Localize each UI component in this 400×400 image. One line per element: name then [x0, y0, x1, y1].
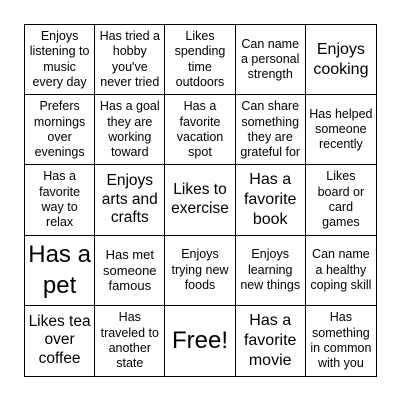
bingo-cell-text: Enjoys arts and crafts [101, 171, 158, 227]
bingo-cell[interactable] [165, 25, 235, 95]
bingo-cell-text: Has a goal they are working toward [99, 99, 160, 160]
bingo-cell[interactable] [306, 306, 376, 376]
bingo-cell[interactable] [95, 306, 165, 376]
free-space-cell[interactable] [165, 306, 235, 376]
bingo-cell[interactable] [25, 95, 95, 165]
bingo-cell-text: Enjoys listening to music every day [29, 29, 90, 89]
bingo-cell-text: Likes board or card games [317, 169, 365, 230]
bingo-cell[interactable] [306, 95, 376, 165]
bingo-cell[interactable] [306, 165, 376, 235]
bingo-cell-text: Has a pet [28, 241, 91, 300]
bingo-cell-text: Has a favorite movie [243, 311, 297, 369]
bingo-cell-text: Has a favorite way to relax [39, 169, 81, 230]
bingo-board [24, 24, 377, 377]
bingo-cell-text: Likes spending time outdoors [174, 29, 226, 89]
bingo-cell[interactable] [306, 25, 376, 95]
bingo-cell-text: Has something in common with you [310, 310, 372, 371]
bingo-cell-text: Can share something they are grateful for [240, 99, 301, 160]
bingo-cell-text: Has met someone famous [103, 247, 157, 293]
bingo-cell[interactable] [306, 236, 376, 306]
bingo-cell-text: Has a favorite book [243, 170, 297, 228]
bingo-cell[interactable] [165, 236, 235, 306]
bingo-cell-text: Prefers mornings over evenings [33, 99, 86, 160]
bingo-cell[interactable] [95, 165, 165, 235]
bingo-cell-text: Likes to exercise [171, 181, 229, 217]
bingo-cell[interactable] [25, 236, 95, 306]
bingo-cell-text: Enjoys learning new things [240, 247, 301, 292]
bingo-cell[interactable] [236, 95, 306, 165]
bingo-cell-text: Enjoys trying new foods [171, 247, 229, 292]
bingo-cell[interactable] [236, 25, 306, 95]
bingo-cell-text: Has traveled to another state [100, 310, 159, 371]
bingo-cell-text: Likes tea over coffee [28, 312, 91, 368]
bingo-cell-text: Has a favorite vacation spot [176, 99, 224, 160]
bingo-cell[interactable] [165, 95, 235, 165]
bingo-cell[interactable] [25, 25, 95, 95]
bingo-cell[interactable] [25, 306, 95, 376]
bingo-cell[interactable] [95, 95, 165, 165]
bingo-cell[interactable] [236, 165, 306, 235]
bingo-cell-text: Has helped someone recently [309, 106, 373, 152]
bingo-cell[interactable] [95, 25, 165, 95]
bingo-cell[interactable] [236, 236, 306, 306]
free-space-text: Free! [171, 327, 228, 355]
bingo-cell[interactable] [236, 306, 306, 376]
bingo-cell-text: Can name a personal strength [241, 36, 300, 82]
bingo-cell-text: Has tried a hobby you've never tried [99, 29, 161, 89]
bingo-cell[interactable] [165, 165, 235, 235]
bingo-cell[interactable] [95, 236, 165, 306]
bingo-cell-text: Enjoys cooking [313, 40, 369, 78]
bingo-cell-text: Can name a healthy coping skill [310, 247, 372, 292]
bingo-cell[interactable] [25, 165, 95, 235]
